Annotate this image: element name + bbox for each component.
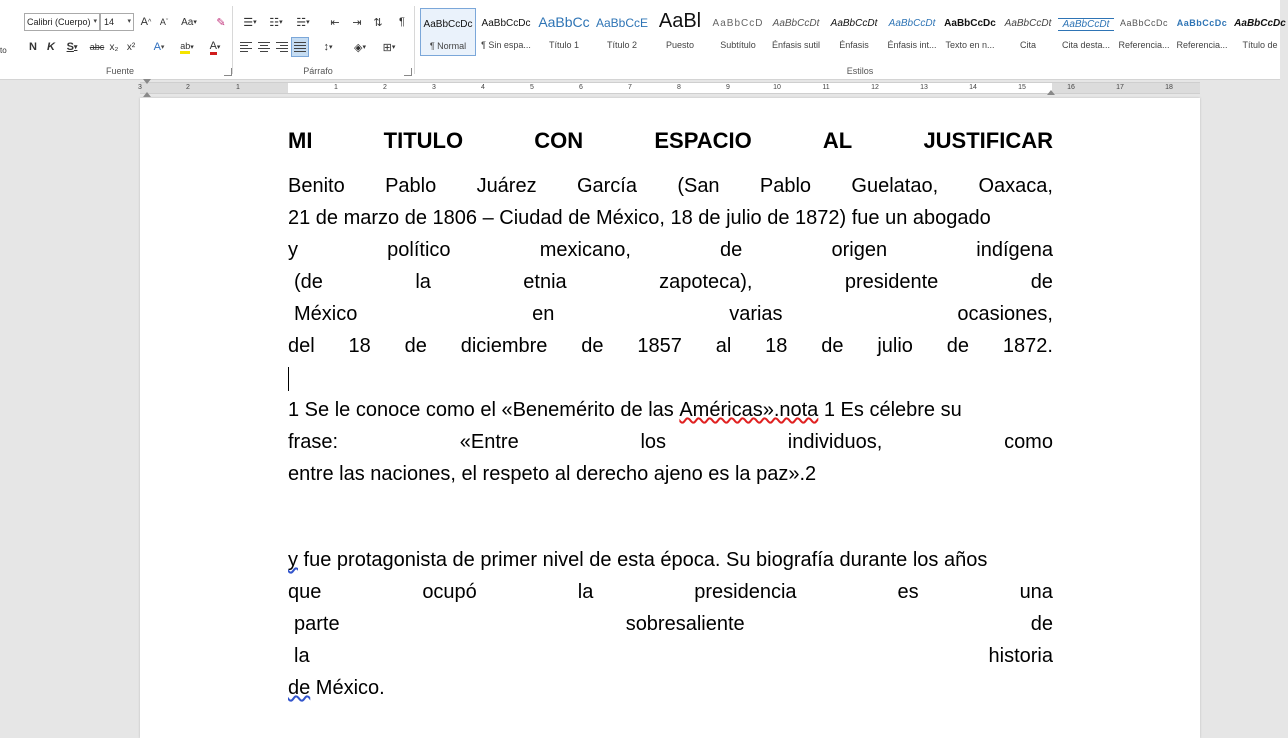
word: varias — [729, 303, 783, 325]
increase-indent-button[interactable] — [348, 12, 366, 32]
style-sample: AaBbCcDt — [1004, 18, 1052, 29]
word: sobresaliente — [625, 613, 745, 635]
word: Oaxaca, — [978, 175, 1053, 197]
bullet-list-icon: ☰ — [243, 16, 254, 29]
borders-icon: ⊞ — [382, 41, 392, 54]
text-line — [288, 394, 1053, 426]
font-color-button[interactable]: A ▾ — [202, 37, 228, 57]
word: de — [581, 335, 604, 357]
word: origen — [831, 239, 888, 261]
align-left-button[interactable] — [238, 37, 254, 57]
style-enfasis-sutil[interactable] — [768, 8, 824, 56]
font-name-dropdown[interactable] — [24, 13, 100, 31]
word: parte — [294, 613, 340, 635]
ruler-number: 13 — [920, 84, 928, 91]
align-right-button[interactable] — [274, 37, 290, 57]
decrease-indent-icon: ⇤ — [330, 16, 340, 29]
word: Pablo — [385, 175, 437, 197]
text-line — [288, 298, 1053, 330]
document-body[interactable] — [288, 124, 1053, 704]
grow-font-icon: A — [140, 16, 149, 28]
ruler-number: 15 — [1018, 84, 1026, 91]
ruler-number: 4 — [481, 84, 485, 91]
chevron-down-icon: ▾ — [127, 18, 131, 25]
style-name: ¶ Sin espa... — [481, 40, 531, 50]
numbered-list-icon: ☷ — [269, 16, 280, 29]
word: de — [946, 335, 969, 357]
fuente-launcher-icon[interactable] — [224, 68, 232, 76]
word: historia — [988, 645, 1053, 667]
style-sample: AaBbCcDc — [1176, 18, 1228, 28]
text-line — [288, 608, 1053, 640]
text-line — [288, 170, 1053, 202]
bold-button[interactable] — [26, 37, 40, 57]
grammar-flagged-word[interactable]: y — [288, 549, 298, 571]
style-normal[interactable] — [420, 8, 476, 56]
edge-text: to — [0, 46, 7, 55]
word: mexicano, — [539, 239, 631, 261]
line-text: 1 Se le conoce como el «Benemérito de las — [288, 399, 680, 421]
underline-button[interactable]: S ▾ — [66, 41, 78, 53]
align-center-icon — [258, 42, 270, 52]
title-word: MI — [288, 128, 313, 153]
borders-button[interactable]: ⊞ ▾ — [382, 41, 396, 54]
style-name: Título de — [1242, 40, 1278, 50]
right-indent-marker[interactable] — [1047, 90, 1055, 95]
ruler-number: 2 — [186, 84, 190, 91]
text-line — [288, 672, 1053, 704]
word: México — [294, 303, 358, 325]
ruler-number: 1 — [236, 84, 240, 91]
ruler-number: 10 — [773, 84, 781, 91]
first-line-indent-marker[interactable] — [143, 79, 151, 84]
italic-icon: K — [47, 41, 55, 53]
style-enfasis[interactable] — [826, 8, 882, 56]
change-case-icon: Aa — [181, 16, 194, 28]
ruler-number: 16 — [1067, 84, 1075, 91]
word: diciembre — [460, 335, 548, 357]
word: al — [715, 335, 732, 357]
subscript-icon: x₂ — [109, 41, 119, 53]
word: Benito — [288, 175, 345, 197]
style-texto-negrita[interactable] — [942, 8, 998, 56]
word: de — [821, 335, 844, 357]
horizontal-ruler[interactable] — [140, 82, 1200, 94]
group-label-fuente: Fuente — [105, 66, 135, 76]
sort-button[interactable] — [370, 12, 386, 32]
style-name: Énfasis sutil — [771, 40, 821, 50]
paragraph-gap — [288, 490, 1053, 517]
style-referencia-intensa[interactable] — [1174, 8, 1230, 56]
text-line — [288, 330, 1053, 362]
text-line — [288, 202, 1053, 234]
styles-gallery — [418, 8, 1286, 58]
highlighter-icon: ab — [180, 41, 190, 54]
group-label-parrafo: Párrafo — [303, 66, 333, 76]
style-referencia-sutil[interactable] — [1116, 8, 1172, 56]
word: presidente — [844, 271, 939, 293]
style-name: Título 2 — [606, 40, 637, 50]
word: que — [288, 581, 322, 603]
word: y — [288, 239, 298, 261]
word: político — [387, 239, 451, 261]
word: 1857 — [637, 335, 682, 357]
align-right-icon — [276, 42, 288, 52]
paragraph-gap — [288, 517, 1053, 544]
shading-button[interactable]: ◈ ▾ — [354, 41, 366, 54]
group-separator — [232, 6, 233, 74]
empty-line — [288, 362, 1053, 394]
style-cita-destacada[interactable] — [1058, 8, 1114, 56]
paint-bucket-icon: ◈ — [354, 41, 363, 54]
align-left-icon — [240, 42, 252, 52]
italic-button[interactable] — [44, 37, 58, 57]
ruler-number: 11 — [822, 84, 830, 91]
style-name: ¶ Normal — [429, 41, 467, 51]
style-sample: AaBbCcDc — [944, 18, 996, 29]
word: en — [532, 303, 555, 325]
change-case-button[interactable]: Aa ▾ — [181, 16, 197, 28]
word: etnia — [523, 271, 567, 293]
word: frase: — [288, 431, 339, 453]
paragraph-gap — [288, 158, 1053, 170]
word: los — [640, 431, 667, 453]
text-line — [288, 640, 1053, 672]
document-page[interactable] — [140, 98, 1200, 738]
style-sin-espaciado[interactable] — [478, 8, 534, 56]
ruler-number: 17 — [1116, 84, 1124, 91]
grow-font-button[interactable]: A ^ — [140, 16, 152, 28]
word: 18 — [348, 335, 371, 357]
pilcrow-icon: ¶ — [399, 16, 405, 28]
style-enfasis-intenso[interactable] — [884, 8, 940, 56]
style-name: Título 1 — [548, 40, 579, 50]
clear-format-button[interactable] — [212, 12, 230, 32]
title-word: ESPACIO — [654, 128, 752, 153]
word: 18 — [765, 335, 788, 357]
parrafo-launcher-icon[interactable] — [404, 68, 412, 76]
word: de — [720, 239, 743, 261]
style-name: Cita desta... — [1061, 40, 1111, 50]
highlight-button[interactable]: ab ▾ — [174, 37, 200, 57]
text-effects-icon: A — [153, 41, 161, 53]
misspelled-word[interactable]: Américas».nota — [679, 399, 819, 421]
superscript-icon: x² — [126, 41, 136, 53]
word: es — [897, 581, 919, 603]
text-line — [288, 266, 1053, 298]
word: zapoteca), — [659, 271, 753, 293]
style-titulo-2[interactable] — [594, 8, 650, 56]
style-name: Énfasis int... — [887, 40, 937, 50]
justify-icon — [294, 42, 306, 52]
style-subtitulo[interactable] — [710, 8, 766, 56]
word: Juárez — [476, 175, 537, 197]
word: de — [1030, 613, 1053, 635]
text-cursor — [288, 367, 289, 391]
ruler-number: 3 — [138, 84, 142, 91]
style-name: Subtítulo — [720, 40, 756, 50]
style-sample: AaBbCcDt — [888, 18, 936, 29]
style-puesto[interactable] — [652, 8, 708, 56]
align-center-button[interactable] — [256, 37, 272, 57]
word: la — [294, 645, 310, 667]
style-titulo-1[interactable] — [536, 8, 592, 56]
style-name: Referencia... — [1118, 40, 1170, 50]
underline-icon: S — [66, 41, 74, 53]
ruler-number: 2 — [383, 84, 387, 91]
eraser-icon: ✎ — [216, 16, 226, 29]
bold-icon: N — [29, 41, 37, 53]
title-word: CON — [534, 128, 584, 153]
font-name-value: Calibri (Cuerpo) — [27, 17, 91, 27]
word: «Entre — [459, 431, 519, 453]
style-titulo-libro[interactable] — [1232, 8, 1288, 56]
word: ocasiones, — [957, 303, 1053, 325]
word: individuos, — [787, 431, 883, 453]
style-name: Énfasis — [839, 40, 869, 50]
line-text: 21 de marzo de 1806 – Ciudad de México, 18 de julio de 1872) fue un abogado — [288, 207, 991, 229]
text-line — [288, 544, 1053, 576]
style-name: Texto en n... — [945, 40, 995, 50]
word: ocupó — [422, 581, 477, 603]
bullets-button[interactable]: ☰ ▾ — [243, 16, 257, 29]
shrink-font-icon: A — [159, 17, 166, 27]
style-sample: AaBbCcD — [712, 18, 764, 29]
ruler-number: 9 — [726, 84, 730, 91]
chevron-down-icon: ▾ — [93, 18, 97, 25]
strikethrough-button[interactable] — [88, 37, 106, 57]
group-separator — [414, 6, 415, 74]
word: Pablo — [759, 175, 812, 197]
ruler-number: 7 — [628, 84, 632, 91]
word: del — [288, 335, 315, 357]
ruler-number: 18 — [1165, 84, 1173, 91]
font-size-value: 14 — [104, 17, 115, 27]
title-word: JUSTIFICAR — [923, 128, 1053, 153]
line-text: 1 Es célebre su — [818, 399, 962, 421]
line-text: México. — [310, 677, 385, 699]
word: 1872. — [1002, 335, 1053, 357]
word: la — [415, 271, 431, 293]
ruler-number: 14 — [969, 84, 977, 91]
title-word: TITULO — [383, 128, 464, 153]
style-sample: AaBl — [658, 10, 702, 32]
decrease-indent-button[interactable] — [326, 12, 344, 32]
justify-button[interactable] — [291, 37, 309, 57]
word: la — [577, 581, 594, 603]
style-sample: AaBbCcDt — [830, 18, 878, 29]
subscript-button[interactable] — [107, 37, 121, 57]
ruler-number: 5 — [530, 84, 534, 91]
style-name: Puesto — [665, 40, 695, 50]
word: (de — [294, 271, 323, 293]
style-sample: AaBbCcE — [595, 16, 649, 30]
text-line — [288, 234, 1053, 266]
line-text: fue protagonista de primer nivel de esta época. Su biografía durante los años — [298, 549, 988, 571]
font-size-dropdown[interactable] — [100, 13, 134, 31]
grammar-flagged-word[interactable]: de — [288, 677, 311, 699]
style-sample: AaBbCc — [538, 14, 590, 30]
text-line — [288, 576, 1053, 608]
text-line — [288, 426, 1053, 458]
style-sample: AaBbCcDc — [481, 18, 531, 29]
style-name: Cita — [1019, 40, 1036, 50]
group-label-estilos: Estilos — [846, 66, 874, 76]
ruler-left-margin — [140, 83, 288, 93]
line-spacing-button[interactable]: ↕ ▾ — [323, 41, 333, 53]
increase-indent-icon: ⇥ — [352, 16, 362, 29]
word: de — [1030, 271, 1053, 293]
style-sample: AaBbCcDt — [1058, 18, 1114, 31]
style-sample: AaBbCcDc — [423, 19, 473, 30]
ruler-number: 6 — [579, 84, 583, 91]
word: de — [404, 335, 427, 357]
document-title — [288, 124, 1053, 158]
style-name: Referencia... — [1176, 40, 1228, 50]
word: indígena — [976, 239, 1053, 261]
ruler-number: 1 — [334, 84, 338, 91]
multilevel-list-button[interactable]: ☵ ▾ — [296, 16, 310, 29]
ribbon — [0, 0, 1286, 80]
ruler-number: 3 — [432, 84, 436, 91]
style-sample: AaBbCcDc — [1234, 18, 1286, 29]
show-formatting-button[interactable] — [394, 12, 410, 32]
word: García — [576, 175, 637, 197]
style-sample: AaBbCcDt — [772, 18, 820, 29]
strikethrough-icon: abc — [89, 42, 105, 52]
superscript-button[interactable] — [124, 37, 138, 57]
text-line — [288, 458, 1053, 490]
font-color-icon: A — [210, 40, 217, 55]
word: (San — [677, 175, 720, 197]
sort-icon: ⇅ — [373, 16, 383, 29]
ruler-number: 12 — [871, 84, 879, 91]
style-cita[interactable] — [1000, 8, 1056, 56]
ruler-number: 8 — [677, 84, 681, 91]
line-text: entre las naciones, el respeto al derecho ajeno es la paz».2 — [288, 463, 817, 485]
style-sample: AaBbCcDc — [1119, 18, 1168, 28]
word: Guelatao, — [851, 175, 939, 197]
word: una — [1019, 581, 1053, 603]
word: julio — [877, 335, 913, 357]
numbering-button[interactable]: ☷ ▾ — [269, 16, 283, 29]
title-word: AL — [822, 128, 853, 153]
shrink-font-button[interactable]: A ˇ — [159, 17, 169, 27]
word: como — [1004, 431, 1053, 453]
line-spacing-icon: ↕ — [323, 41, 329, 53]
hanging-indent-marker[interactable] — [143, 92, 151, 97]
multilevel-list-icon: ☵ — [296, 16, 307, 29]
text-effects-button[interactable]: A ▾ — [153, 41, 165, 53]
word: presidencia — [694, 581, 797, 603]
